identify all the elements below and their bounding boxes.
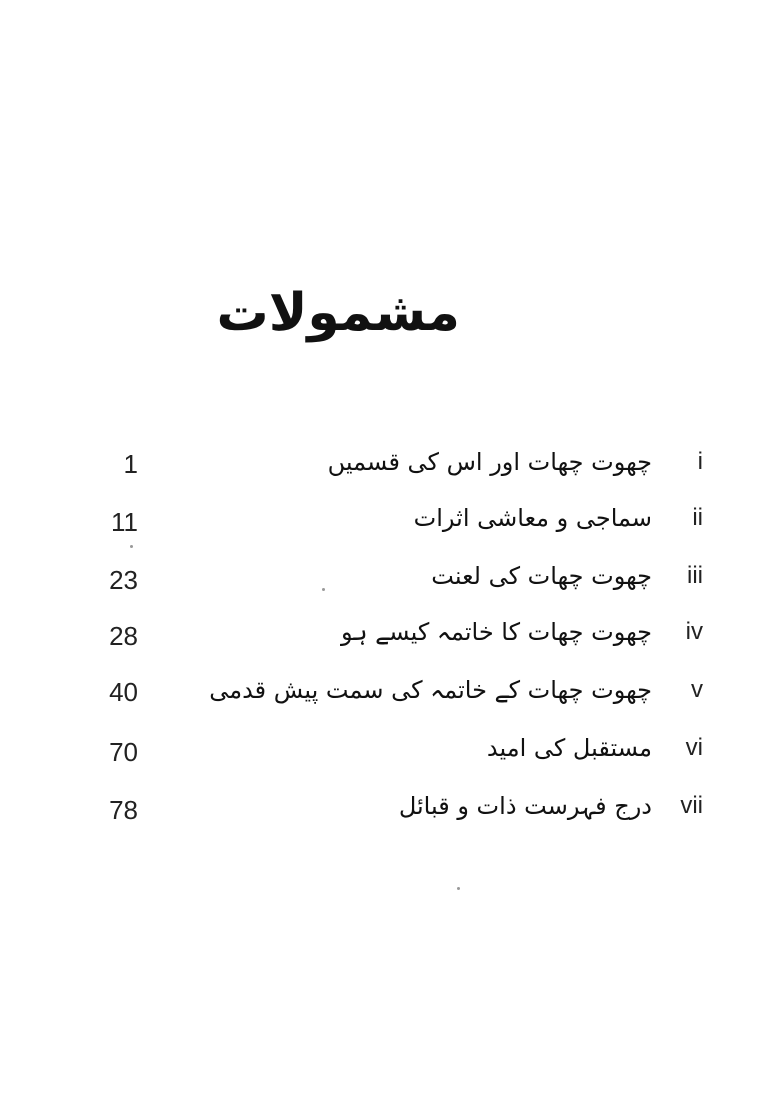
entry-page-number: 11 [111, 507, 138, 537]
entry-heading: چھوت چھات کے خاتمہ کی سمت پیش قدمی [209, 676, 652, 704]
entry-number: iii [687, 562, 703, 589]
entry-heading: چھوت چھات کی لعنت [431, 562, 652, 590]
toc-row [0, 786, 780, 826]
toc-row [0, 556, 780, 596]
entry-page-number: 78 [109, 795, 138, 825]
entry-heading: سماجی و معاشی اثرات [413, 504, 652, 532]
entry-page-number: 40 [109, 677, 138, 707]
entry-number: ii [692, 504, 703, 531]
toc-row [0, 442, 780, 482]
entry-number: v [691, 676, 703, 703]
entry-page-number: 28 [109, 621, 138, 651]
entry-heading: چھوت چھات کا خاتمہ کیسے ہو [341, 618, 652, 646]
entry-page-number: 70 [109, 737, 138, 767]
toc-row [0, 498, 780, 538]
entry-page-number: 23 [109, 565, 138, 595]
entry-heading: مستقبل کی امید [486, 734, 652, 762]
entry-page-number: 1 [123, 449, 138, 479]
toc-row [0, 670, 780, 710]
page-title: مشمولات [216, 283, 460, 343]
scan-speck [457, 887, 460, 890]
scan-speck [130, 545, 133, 548]
toc-row [0, 612, 780, 652]
entry-number: iv [685, 618, 703, 645]
entry-number: vi [685, 734, 703, 761]
entry-number: i [697, 448, 703, 475]
toc-row [0, 728, 780, 768]
entry-heading: درج فہرست ذات و قبائل [398, 792, 652, 820]
scan-speck [322, 588, 325, 591]
entry-number: vii [680, 792, 703, 819]
entry-heading: چھوت چھات اور اس کی قسمیں [327, 448, 652, 476]
